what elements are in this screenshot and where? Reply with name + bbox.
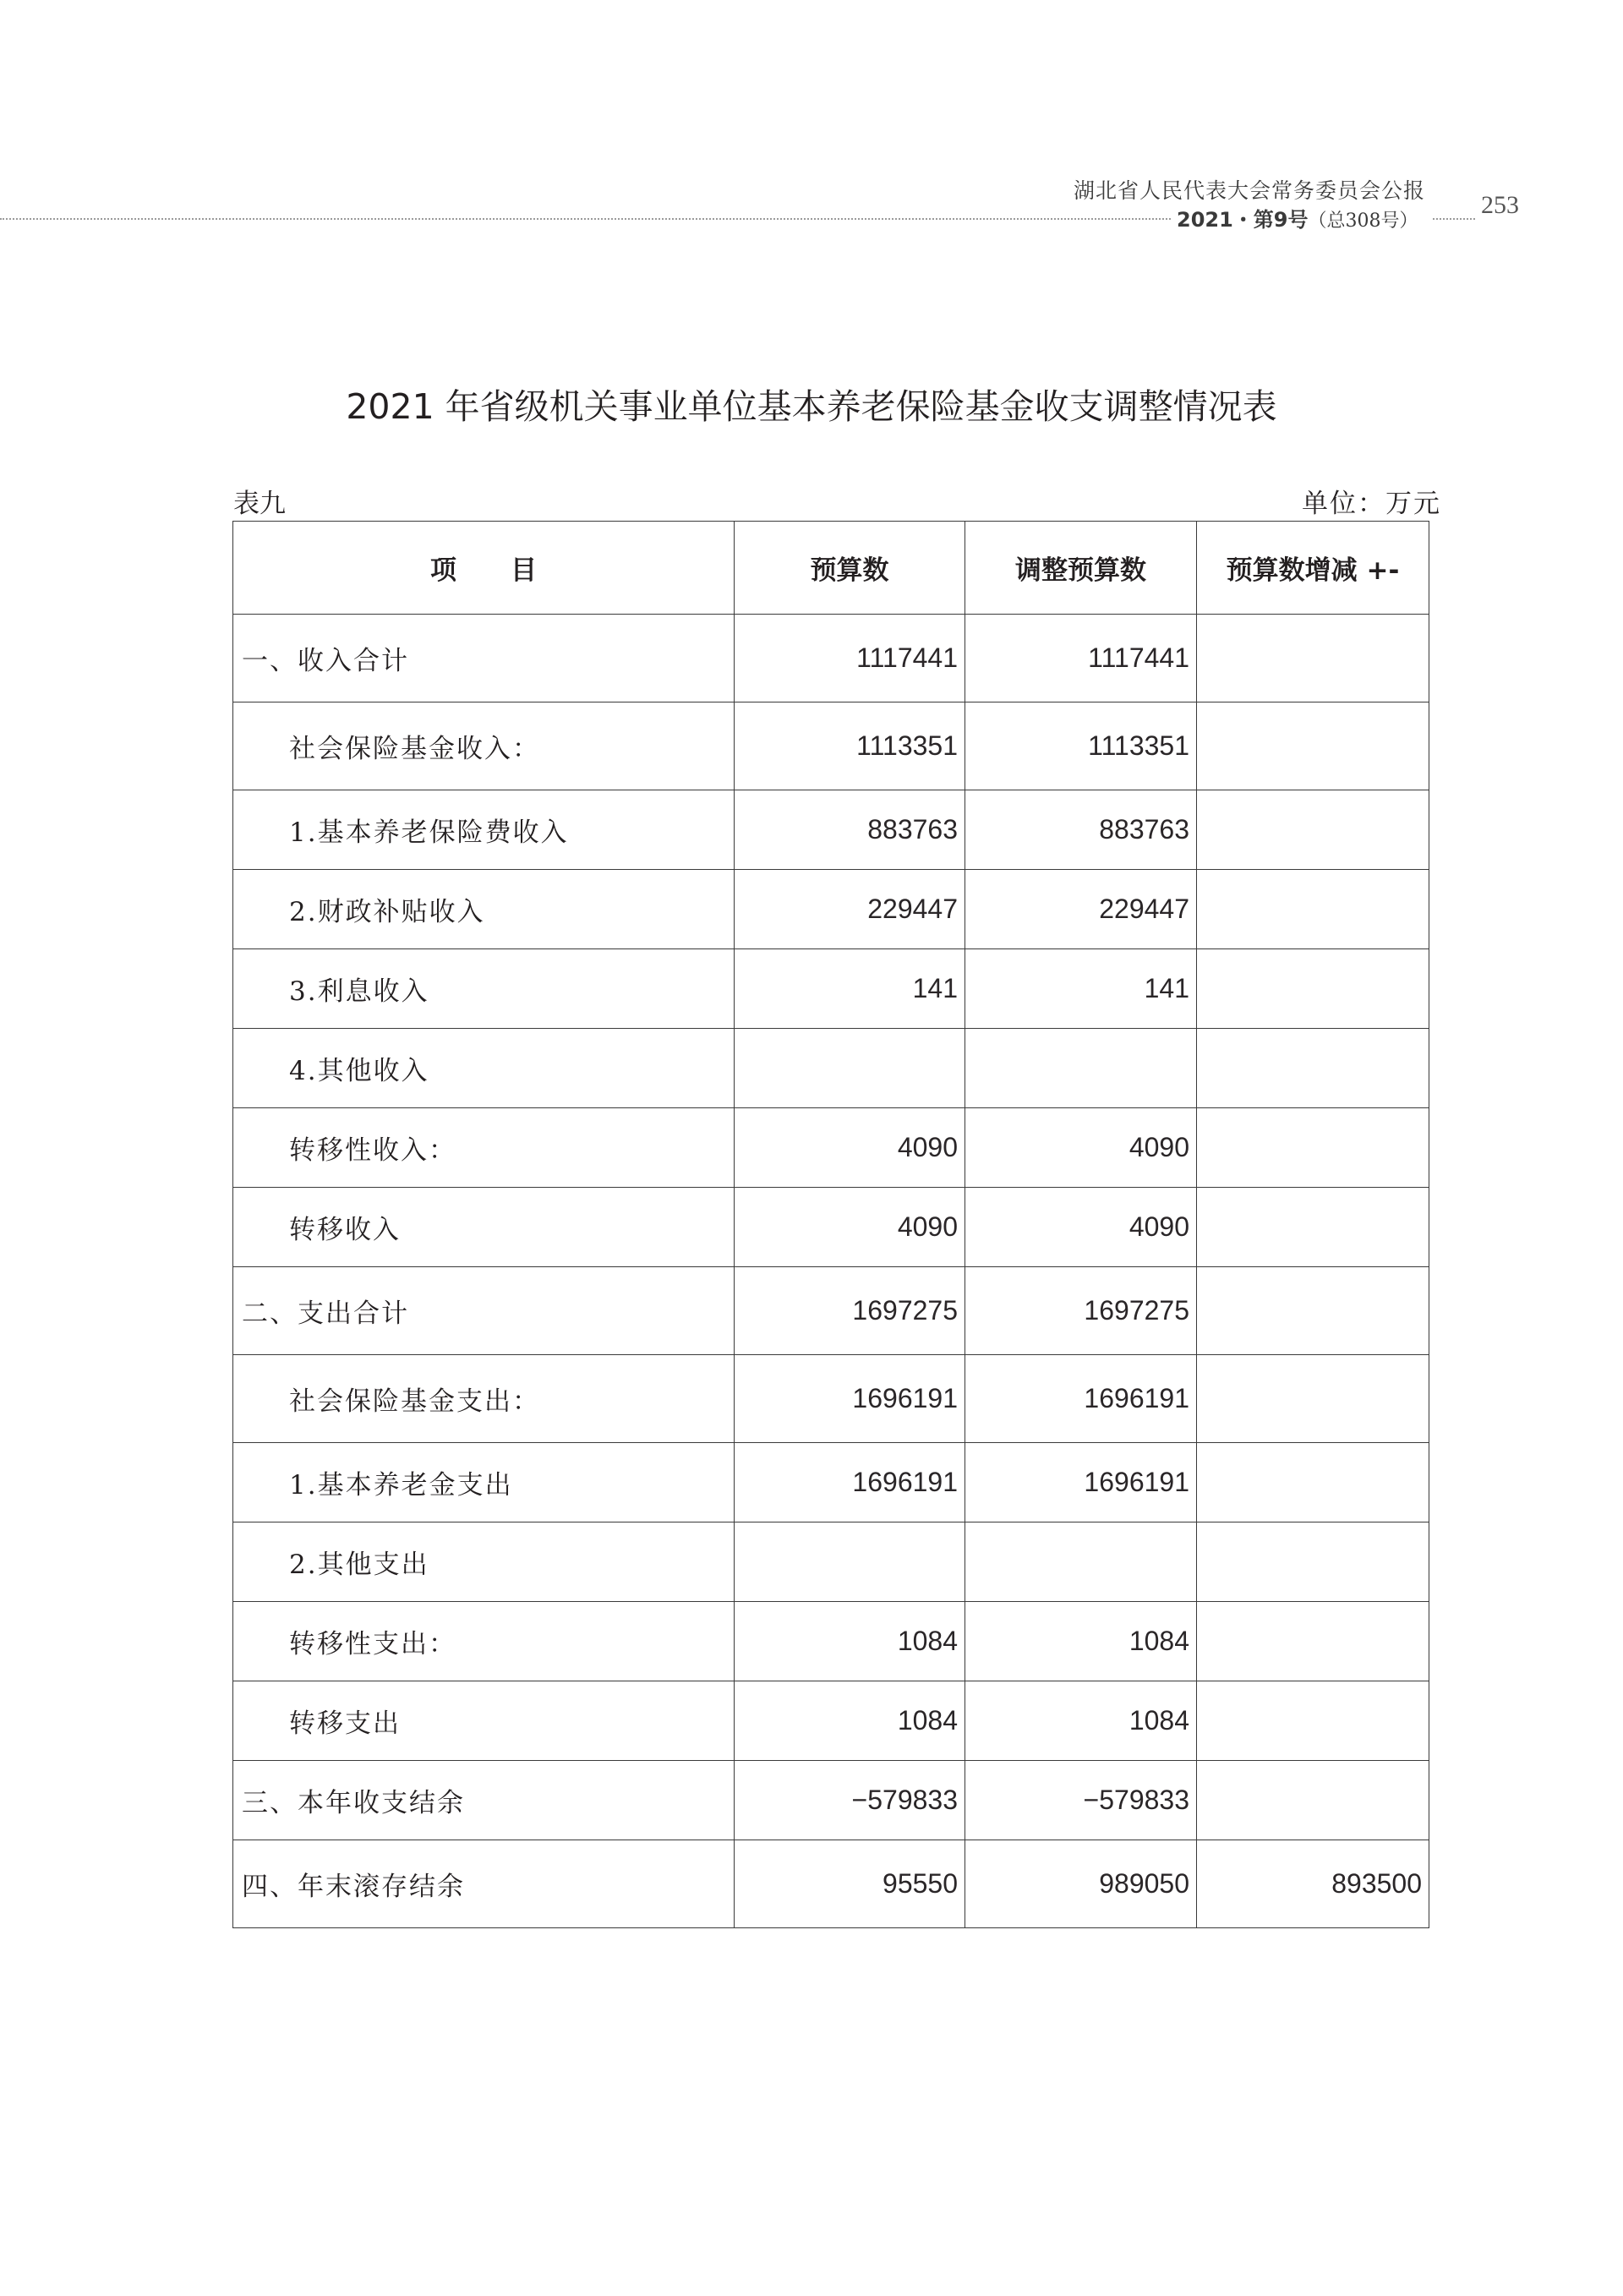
cell-change (1197, 1188, 1429, 1267)
cell-budget: 1697275 (735, 1267, 965, 1355)
cell-item: 转移支出 (233, 1681, 735, 1761)
cell-adjusted: 4090 (965, 1108, 1197, 1188)
issue-main: 2021・第9号 (1177, 208, 1309, 232)
cell-adjusted: 1084 (965, 1602, 1197, 1681)
table-row (233, 615, 1429, 702)
cell-change (1197, 870, 1429, 949)
table-row (233, 702, 1429, 790)
budget-table (232, 521, 1429, 1928)
cell-change (1197, 1108, 1429, 1188)
cell-adjusted: 1696191 (965, 1443, 1197, 1522)
cell-budget: −579833 (735, 1761, 965, 1840)
cell-budget (735, 1029, 965, 1108)
cell-budget: 141 (735, 949, 965, 1029)
table-label: 表九 (233, 489, 286, 519)
cell-item: 社会保险基金支出： (233, 1355, 735, 1443)
cell-change (1197, 615, 1429, 702)
cell-budget: 1696191 (735, 1355, 965, 1443)
column-header-change: 预算数增减 +- (1197, 522, 1429, 615)
cell-budget: 95550 (735, 1840, 965, 1928)
cell-change (1197, 1355, 1429, 1443)
cell-item: 4.其他收入 (233, 1029, 735, 1108)
page-number: 253 (1481, 191, 1519, 219)
unit-label: 单位：万元 (1302, 489, 1441, 519)
cell-budget (735, 1522, 965, 1602)
issue-total: （总308号） (1308, 210, 1418, 232)
cell-adjusted: 1113351 (965, 702, 1197, 790)
cell-item: 一、收入合计 (233, 615, 735, 702)
cell-adjusted: 1696191 (965, 1355, 1197, 1443)
cell-budget: 1117441 (735, 615, 965, 702)
table-row (233, 1029, 1429, 1108)
table-row (233, 1522, 1429, 1602)
cell-change (1197, 1602, 1429, 1681)
cell-item: 三、本年收支结余 (233, 1761, 735, 1840)
cell-adjusted: 883763 (965, 790, 1197, 870)
table-row (233, 870, 1429, 949)
cell-adjusted: −579833 (965, 1761, 1197, 1840)
cell-change (1197, 1443, 1429, 1522)
cell-budget: 1084 (735, 1681, 965, 1761)
table-row (233, 1188, 1429, 1267)
column-header-budget: 预算数 (735, 522, 965, 615)
cell-adjusted: 141 (965, 949, 1197, 1029)
cell-item: 1.基本养老保险费收入 (233, 790, 735, 870)
cell-change (1197, 1761, 1429, 1840)
header-rule-left (0, 218, 1171, 220)
cell-adjusted: 1117441 (965, 615, 1197, 702)
cell-change (1197, 702, 1429, 790)
cell-item: 2.其他支出 (233, 1522, 735, 1602)
table-row (233, 1108, 1429, 1188)
cell-budget: 4090 (735, 1188, 965, 1267)
cell-item: 3.利息收入 (233, 949, 735, 1029)
cell-change (1197, 1522, 1429, 1602)
table-row (233, 790, 1429, 870)
cell-adjusted: 989050 (965, 1840, 1197, 1928)
cell-item: 转移收入 (233, 1188, 735, 1267)
cell-budget: 1113351 (735, 702, 965, 790)
journal-name: 湖北省人民代表大会常务委员会公报 (1074, 178, 1426, 203)
cell-item: 转移性收入： (233, 1108, 735, 1188)
cell-item: 二、支出合计 (233, 1267, 735, 1355)
cell-adjusted: 1084 (965, 1681, 1197, 1761)
column-header-item-part1: 项 (430, 555, 456, 586)
cell-budget: 229447 (735, 870, 965, 949)
column-header-adjusted: 调整预算数 (965, 522, 1197, 615)
cell-budget: 4090 (735, 1108, 965, 1188)
table-row (233, 1355, 1429, 1443)
table-row (233, 1681, 1429, 1761)
table-row (233, 949, 1429, 1029)
table-header-row (233, 522, 1429, 615)
table-row (233, 1840, 1429, 1928)
cell-item: 社会保险基金收入： (233, 702, 735, 790)
table-row (233, 1443, 1429, 1522)
cell-item: 1.基本养老金支出 (233, 1443, 735, 1522)
cell-budget: 883763 (735, 790, 965, 870)
table-row (233, 1761, 1429, 1840)
cell-adjusted: 4090 (965, 1188, 1197, 1267)
cell-change (1197, 1267, 1429, 1355)
cell-item: 四、年末滚存结余 (233, 1840, 735, 1928)
cell-adjusted (965, 1522, 1197, 1602)
header-rule-right (1433, 218, 1475, 220)
cell-change (1197, 790, 1429, 870)
cell-adjusted: 229447 (965, 870, 1197, 949)
cell-change (1197, 1681, 1429, 1761)
cell-budget: 1696191 (735, 1443, 965, 1522)
cell-item: 2.财政补贴收入 (233, 870, 735, 949)
cell-change (1197, 949, 1429, 1029)
cell-adjusted (965, 1029, 1197, 1108)
column-header-item-part2: 目 (511, 555, 537, 586)
cell-adjusted: 1697275 (965, 1267, 1197, 1355)
cell-change: 893500 (1197, 1840, 1429, 1928)
cell-change (1197, 1029, 1429, 1108)
cell-budget: 1084 (735, 1602, 965, 1681)
column-header-item (233, 522, 735, 615)
table-row (233, 1602, 1429, 1681)
table-body (233, 615, 1429, 1928)
table-row (233, 1267, 1429, 1355)
cell-item: 转移性支出： (233, 1602, 735, 1681)
page-title: 2021 年省级机关事业单位基本养老保险基金收支调整情况表 (346, 386, 1277, 427)
issue-number (1177, 203, 1418, 232)
